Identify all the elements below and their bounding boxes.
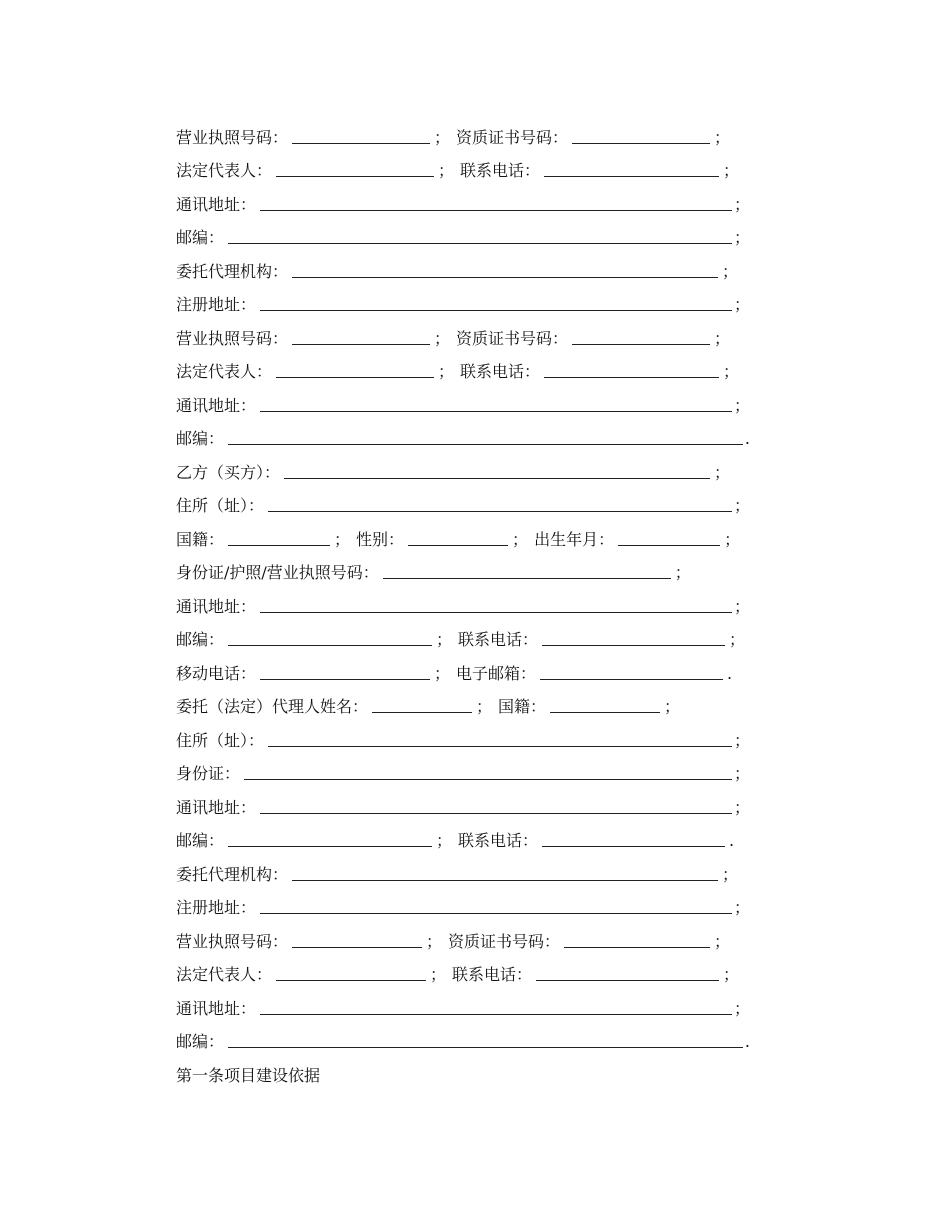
field-label: 法定代表人： — [176, 362, 273, 381]
field-label: 性别： — [356, 529, 405, 549]
field-terminator: ； — [434, 663, 451, 683]
fill-in-blank[interactable] — [260, 811, 732, 814]
field-terminator: ； — [733, 998, 750, 1018]
fill-in-blank[interactable] — [228, 241, 732, 244]
form-line — [176, 483, 756, 517]
form-line — [176, 851, 756, 885]
form-line — [176, 382, 756, 416]
fill-in-blank[interactable] — [292, 141, 430, 144]
field-label: 移动电话： — [176, 663, 257, 683]
field-label: 资质证书号码： — [456, 127, 569, 147]
field-terminator: ； — [733, 898, 750, 917]
field-label: 联系电话： — [458, 831, 539, 850]
field-label: 委托（法定）代理人姓名： — [176, 697, 369, 716]
fill-in-blank[interactable] — [408, 543, 508, 546]
fill-in-blank[interactable] — [292, 275, 718, 278]
field-terminator: ； — [733, 395, 750, 415]
fill-in-blank[interactable] — [542, 643, 725, 646]
field-label: 国籍： — [498, 697, 547, 716]
form-line — [176, 516, 756, 550]
field-terminator: . — [744, 1032, 750, 1051]
form-line — [176, 885, 756, 919]
fill-in-blank[interactable] — [276, 978, 426, 981]
field-label: 联系电话： — [460, 161, 541, 180]
fill-in-blank[interactable] — [284, 476, 710, 479]
form-line — [176, 215, 756, 249]
fill-in-blank[interactable] — [276, 174, 434, 177]
field-terminator: ； — [434, 127, 451, 147]
form-line — [176, 114, 756, 148]
fill-in-blank[interactable] — [244, 777, 732, 780]
form-line — [176, 148, 756, 182]
fill-in-blank[interactable] — [540, 677, 723, 680]
field-label: 出生年月： — [534, 529, 615, 549]
field-terminator: ； — [476, 697, 493, 716]
field-label: 通讯地址： — [176, 797, 257, 817]
fill-in-blank[interactable] — [372, 710, 472, 713]
field-terminator: ； — [714, 931, 731, 951]
field-label: 资质证书号码： — [456, 328, 569, 348]
field-label: 住所（址）： — [176, 730, 265, 750]
field-label: 委托代理机构： — [176, 864, 289, 884]
form-line — [176, 550, 756, 584]
field-label: 联系电话： — [458, 630, 539, 649]
field-label: 联系电话： — [460, 362, 541, 381]
fill-in-blank[interactable] — [544, 174, 719, 177]
fill-in-blank[interactable] — [292, 878, 718, 881]
field-terminator: ； — [430, 965, 447, 984]
fill-in-blank[interactable] — [260, 409, 732, 412]
field-terminator: . — [727, 663, 733, 683]
form-line — [176, 315, 756, 349]
field-label: 营业执照号码： — [176, 328, 289, 348]
fill-in-blank[interactable] — [564, 945, 710, 948]
form-line — [176, 952, 756, 986]
field-terminator: . — [744, 429, 750, 448]
field-terminator: ； — [733, 764, 750, 783]
form-line — [176, 1019, 756, 1053]
fill-in-blank[interactable] — [618, 543, 720, 546]
form-line — [176, 918, 756, 952]
field-label: 营业执照号码： — [176, 127, 289, 147]
field-label: 法定代表人： — [176, 161, 273, 180]
field-label: 委托代理机构： — [176, 261, 289, 281]
field-terminator: ； — [733, 194, 750, 214]
field-terminator: ； — [434, 328, 451, 348]
field-terminator: ； — [723, 965, 740, 984]
fill-in-blank[interactable] — [228, 442, 743, 445]
form-line — [176, 684, 756, 718]
fill-in-blank[interactable] — [572, 141, 710, 144]
form-line — [176, 248, 756, 282]
form-line — [176, 349, 756, 383]
field-terminator: ； — [512, 529, 529, 549]
field-terminator: ； — [714, 127, 731, 147]
fill-in-blank[interactable] — [542, 844, 725, 847]
fill-in-blank[interactable] — [276, 375, 434, 378]
field-terminator: ； — [723, 161, 740, 180]
field-label: 邮编： — [176, 228, 225, 247]
field-label: 通讯地址： — [176, 194, 257, 214]
field-label: 邮编： — [176, 429, 225, 448]
fill-in-blank[interactable] — [228, 844, 432, 847]
fill-in-blank[interactable] — [268, 744, 732, 747]
field-label: 乙方（买方）： — [176, 462, 281, 482]
form-line — [176, 784, 756, 818]
fill-in-blank[interactable] — [268, 509, 732, 512]
fill-in-blank[interactable] — [572, 342, 710, 345]
field-label: 身份证： — [176, 764, 241, 783]
fill-in-blank[interactable] — [292, 945, 422, 948]
field-terminator: ； — [436, 831, 453, 850]
form-line — [176, 617, 756, 651]
field-label: 通讯地址： — [176, 998, 257, 1018]
field-label: 邮编： — [176, 1032, 225, 1051]
fill-in-blank[interactable] — [260, 208, 732, 211]
field-label: 通讯地址： — [176, 395, 257, 415]
fill-in-blank[interactable] — [260, 610, 732, 613]
fill-in-blank[interactable] — [228, 1045, 743, 1048]
form-line — [176, 985, 756, 1019]
fill-in-blank[interactable] — [544, 375, 719, 378]
field-terminator: ； — [714, 462, 731, 482]
field-terminator: ； — [674, 563, 691, 582]
field-terminator: ； — [426, 931, 443, 951]
field-terminator: ； — [438, 161, 455, 180]
fill-in-blank[interactable] — [383, 576, 671, 579]
field-label: 国籍： — [176, 529, 225, 549]
form-line — [176, 282, 756, 316]
section-heading: 第一条项目建设依据 — [176, 1065, 321, 1085]
fill-in-blank[interactable] — [260, 1012, 732, 1015]
fill-in-blank[interactable] — [228, 643, 432, 646]
field-terminator: ； — [733, 797, 750, 817]
field-label: 邮编： — [176, 630, 225, 649]
fill-in-blank[interactable] — [550, 710, 660, 713]
field-terminator: ； — [733, 596, 750, 616]
field-label: 电子邮箱： — [456, 663, 537, 683]
form-line — [176, 449, 756, 483]
field-terminator: ； — [729, 630, 746, 649]
field-label: 身份证/护照/营业执照号码： — [176, 563, 379, 582]
field-terminator: ； — [733, 496, 750, 515]
fill-in-blank[interactable] — [536, 978, 719, 981]
field-label: 资质证书号码： — [448, 931, 561, 951]
field-terminator: ； — [733, 295, 750, 314]
field-terminator: ； — [733, 228, 750, 247]
field-label: 联系电话： — [452, 965, 533, 984]
form-line — [176, 751, 756, 785]
field-terminator: ； — [722, 864, 739, 884]
form-line — [176, 583, 756, 617]
field-terminator: ； — [436, 630, 453, 649]
field-label: 住所（址）： — [176, 496, 265, 515]
contract-form — [176, 114, 756, 1086]
field-terminator: . — [729, 831, 735, 850]
fill-in-blank[interactable] — [228, 543, 330, 546]
field-terminator: ； — [723, 362, 740, 381]
field-terminator: ； — [733, 730, 750, 750]
form-line — [176, 181, 756, 215]
field-label: 注册地址： — [176, 898, 257, 917]
fill-in-blank[interactable] — [260, 677, 430, 680]
form-line — [176, 416, 756, 450]
field-terminator: ； — [722, 261, 739, 281]
field-label: 邮编： — [176, 831, 225, 850]
field-label: 营业执照号码： — [176, 931, 289, 951]
form-line — [176, 818, 756, 852]
form-line — [176, 650, 756, 684]
field-terminator: ； — [334, 529, 351, 549]
fill-in-blank[interactable] — [292, 342, 430, 345]
field-terminator: ； — [724, 529, 741, 549]
form-line — [176, 717, 756, 751]
field-label: 注册地址： — [176, 295, 257, 314]
fill-in-blank[interactable] — [260, 911, 732, 914]
fill-in-blank[interactable] — [260, 308, 732, 311]
field-label: 法定代表人： — [176, 965, 273, 984]
field-terminator: ； — [714, 328, 731, 348]
field-terminator: ； — [438, 362, 455, 381]
field-terminator: ； — [664, 697, 681, 716]
field-label: 通讯地址： — [176, 596, 257, 616]
